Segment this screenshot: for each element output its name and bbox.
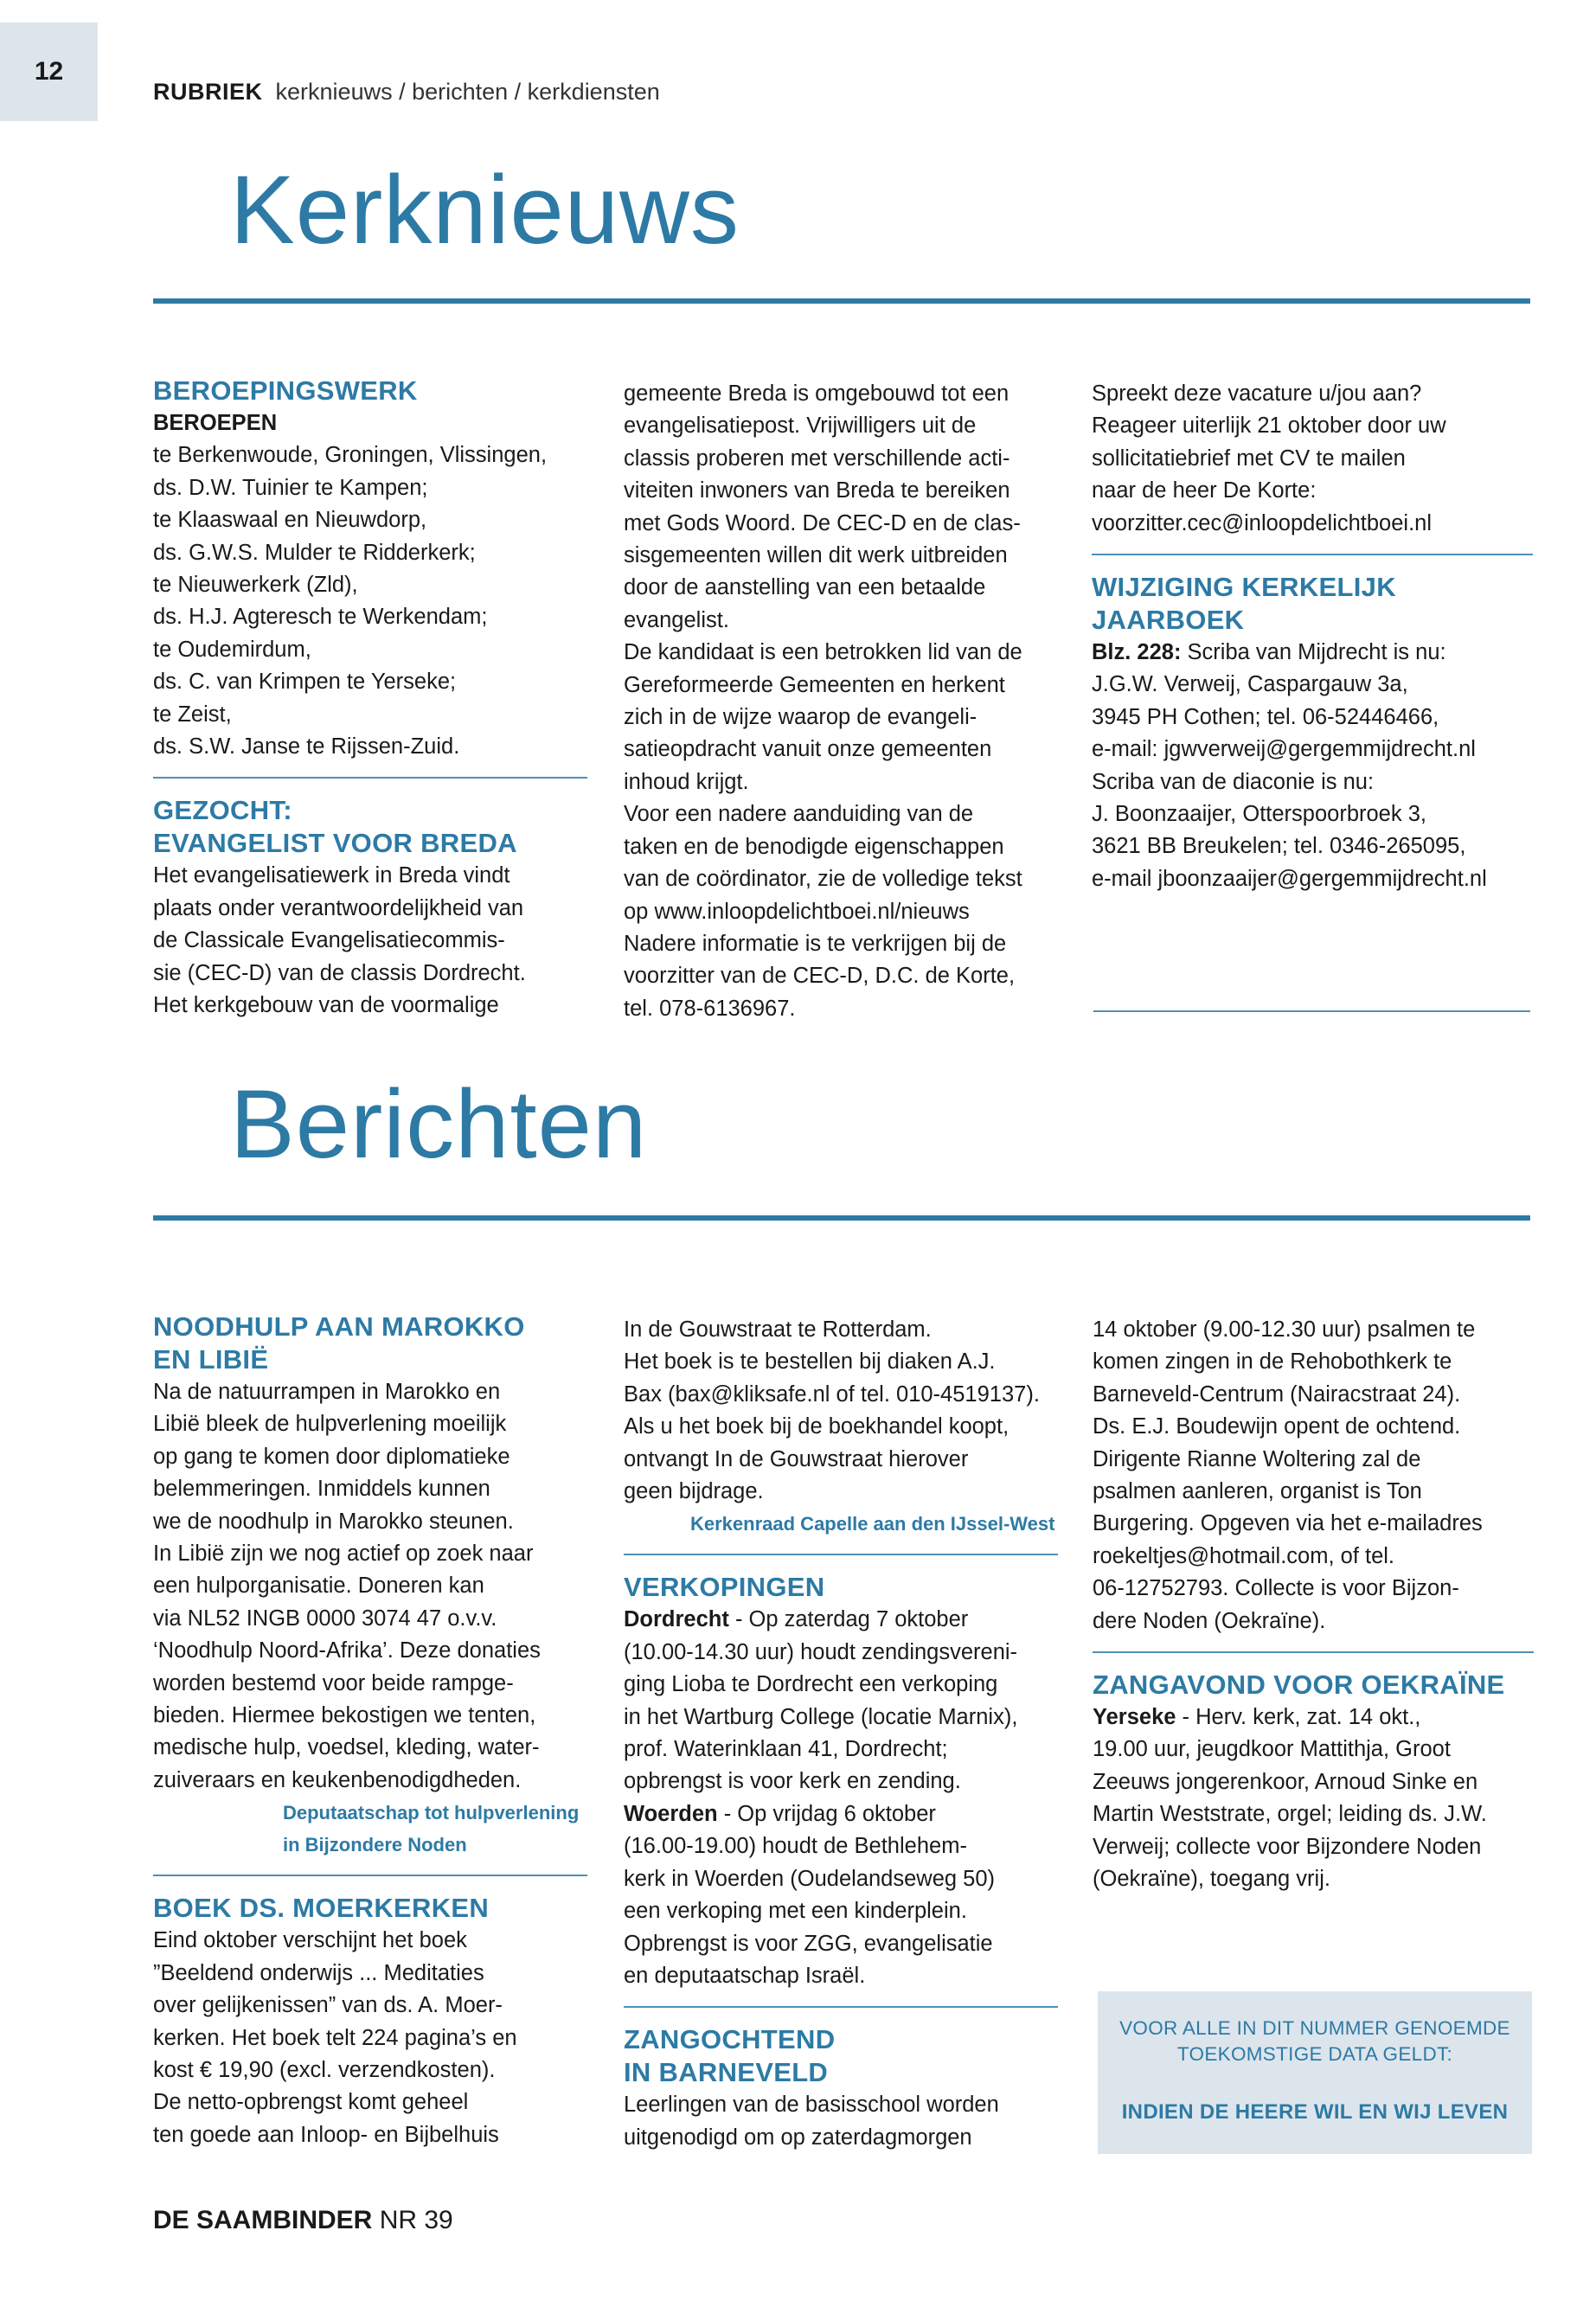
- text-line: van de coördinator, zie de volledige tekst: [624, 867, 1022, 892]
- text-line: prof. Waterinklaan 41, Dordrecht;: [624, 1737, 948, 1762]
- text-line: voorzitter van de CEC-D, D.C. de Korte,: [624, 964, 1016, 989]
- noodhulp-heading-line-1: NOODHULP AAN MAROKKO: [153, 1311, 525, 1342]
- text-line: Burgering. Opgeven via het e-mailadres: [1093, 1511, 1483, 1536]
- text-line: en deputaatschap Israël.: [624, 1963, 866, 1988]
- text-line: Het boek is te bestellen bij diaken A.J.: [624, 1349, 996, 1375]
- noodhulp-signature-line-2: in Bijzondere Noden: [283, 1834, 467, 1856]
- dordrecht-first-text: - Op zaterdag 7 oktober: [728, 1607, 969, 1632]
- text-line: In de Gouwstraat te Rotterdam.: [624, 1317, 932, 1342]
- section-divider: [624, 2006, 1058, 2008]
- text-line: In Libië zijn we nog actief op zoek naar: [153, 1541, 534, 1567]
- text-line: te Klaaswaal en Nieuwdorp,: [153, 508, 427, 533]
- text-line: een hulporganisatie. Doneren kan: [153, 1574, 484, 1599]
- text-line: Als u het boek bij de boekhandel koopt,: [624, 1414, 1010, 1439]
- jaarboek-page-ref: Blz. 228:: [1092, 640, 1182, 665]
- yerseke-label: Yerseke: [1093, 1705, 1176, 1730]
- jaarboek-heading-line-2: JAARBOEK: [1092, 605, 1245, 636]
- woerden-first-line: [624, 1798, 1058, 1830]
- text-line: evangelist.: [624, 607, 729, 632]
- text-line: een verkoping met een kinderplein.: [624, 1899, 967, 1924]
- berichten-column-1: [153, 1311, 587, 2151]
- woerden-body: [624, 1830, 1058, 1992]
- text-line: inhoud krijgt.: [624, 769, 749, 794]
- text-line: kerk in Woerden (Oudelandseweg 50): [624, 1866, 996, 1891]
- note-line-1: VOOR ALLE IN DIT NUMMER GENOEMDE: [1119, 2017, 1510, 2039]
- rubriek-path: kerknieuws / berichten / kerkdiensten: [275, 79, 660, 105]
- page-number: 12: [34, 57, 64, 86]
- text-line: sisgemeenten willen dit werk uitbreiden: [624, 543, 1008, 568]
- text-line: Reageer uiterlijk 21 oktober door uw: [1092, 413, 1446, 439]
- text-line: 3945 PH Cothen; tel. 06-52446466,: [1092, 704, 1439, 729]
- text-line: ds. D.W. Tuinier te Kampen;: [153, 475, 428, 500]
- text-line: ”Beeldend onderwijs ... Meditaties: [153, 1960, 484, 1985]
- text-line: roekeltjes@hotmail.com, of tel.: [1093, 1543, 1395, 1568]
- text-line: komen zingen in de Rehobothkerk te: [1093, 1349, 1452, 1375]
- section-divider: [624, 1554, 1058, 1555]
- text-line: ontvangt In de Gouwstraat hierover: [624, 1446, 969, 1471]
- zangavond-heading: ZANGAVOND VOOR OEKRAÏNE: [1093, 1670, 1505, 1701]
- text-line: Het evangelisatiewerk in Breda vindt: [153, 863, 510, 888]
- text-line: Zeeuws jongerenkoor, Arnoud Sinke en: [1093, 1769, 1478, 1794]
- beroepen-list: [153, 439, 587, 763]
- text-line: Gereformeerde Gemeenten en herkent: [624, 672, 1005, 697]
- verkopingen-heading: VERKOPINGEN: [624, 1572, 825, 1603]
- text-line: kost € 19,90 (excl. verzendkosten).: [153, 2057, 496, 2082]
- section-divider: [1093, 1651, 1534, 1653]
- section-divider: [1092, 554, 1533, 555]
- text-line: dere Noden (Oekraïne).: [1093, 1608, 1326, 1633]
- text-line: te Nieuwerkerk (Zld),: [153, 573, 358, 598]
- text-line: Opbrengst is voor ZGG, evangelisatie: [624, 1931, 993, 1956]
- text-line: Scriba van de diaconie is nu:: [1092, 769, 1375, 794]
- zangochtend-continued-body: [1093, 1314, 1534, 1638]
- berichten-column-2: [624, 1314, 1058, 2154]
- text-line: Leerlingen van de basisschool worden: [624, 2093, 999, 2118]
- text-line: Libië bleek de hulpverlening moeilijk: [153, 1412, 507, 1437]
- text-line: Eind oktober verschijnt het boek: [153, 1928, 467, 1953]
- text-line: we de noodhulp in Marokko steunen.: [153, 1509, 514, 1534]
- text-line: Dirigente Rianne Woltering zal de: [1093, 1446, 1421, 1471]
- text-line: Verweij; collecte voor Bijzondere Noden: [1093, 1834, 1482, 1859]
- noodhulp-body: [153, 1376, 587, 1797]
- beroepingswerk-heading: BEROEPINGSWERK: [153, 375, 418, 406]
- text-line: De kandidaat is een betrokken lid van de: [624, 640, 1022, 665]
- text-line: satieopdracht vanuit onze gemeenten: [624, 737, 992, 762]
- text-line: naar de heer De Korte:: [1092, 478, 1317, 503]
- text-line: zich in de wijze waarop de evangeli-: [624, 705, 977, 730]
- footer: [153, 2206, 453, 2235]
- text-line: geen bijdrage.: [624, 1479, 764, 1504]
- jaarboek-first-line: [1092, 637, 1533, 669]
- kerknieuws-column-1: [153, 375, 587, 1022]
- footer-issue: NR 39: [372, 2206, 453, 2234]
- text-line: op gang te komen door diplomatieke: [153, 1444, 510, 1469]
- note-bold-line: INDIEN DE HEERE WIL EN WIJ LEVEN: [1121, 2100, 1509, 2124]
- gezocht-body: [153, 860, 587, 1022]
- berichten-title: Berichten: [230, 1070, 648, 1178]
- text-line: met Gods Woord. De CEC-D en de clas-: [624, 510, 1021, 535]
- text-line: J. Boonzaaijer, Otterspoorbroek 3,: [1092, 802, 1426, 827]
- zangochtend-body: [624, 2089, 1058, 2154]
- text-line: worden bestemd voor beide rampge-: [153, 1670, 514, 1695]
- noodhulp-signature-line-1: Deputaatschap tot hulpverlening: [283, 1802, 580, 1824]
- text-line: te Oudemirdum,: [153, 637, 311, 662]
- yerseke-first-text: - Herv. kerk, zat. 14 okt.,: [1176, 1705, 1421, 1730]
- text-line: bieden. Hiermee bekostigen we tenten,: [153, 1703, 536, 1728]
- text-line: (10.00-14.30 uur) houdt zendingsvereni-: [624, 1639, 1018, 1664]
- text-line: medische hulp, voedsel, kleding, water-: [153, 1735, 540, 1760]
- text-line: door de aanstelling van een betaalde: [624, 575, 986, 600]
- future-dates-note-box: [1098, 1991, 1532, 2154]
- text-line: ds. C. van Krimpen te Yerseke;: [153, 670, 457, 695]
- text-line: voorzitter.cec@inloopdelichtboei.nl: [1092, 510, 1433, 535]
- text-line: sie (CEC-D) van de classis Dordrecht.: [153, 960, 526, 985]
- text-line: gemeente Breda is omgebouwd tot een: [624, 381, 1010, 406]
- text-line: classis proberen met verschillende acti-: [624, 445, 1010, 471]
- text-line: e-mail: jgwverweij@gergemmijdrecht.nl: [1092, 737, 1476, 762]
- text-line: psalmen aanleren, organist is Ton: [1093, 1479, 1422, 1504]
- text-line: ten goede aan Inloop- en Bijbelhuis: [153, 2122, 499, 2147]
- text-line: Na de natuurrampen in Marokko en: [153, 1380, 501, 1404]
- rubriek-label: RUBRIEK: [153, 79, 263, 105]
- text-line: ds. H.J. Agteresch te Werkendam;: [153, 605, 488, 630]
- rubriek-header: [153, 79, 660, 106]
- column-end-divider: [1093, 1010, 1530, 1012]
- text-line: J.G.W. Verweij, Caspargauw 3a,: [1092, 672, 1408, 697]
- boek-signature: Kerkenraad Capelle aan den IJssel-West: [690, 1513, 1055, 1535]
- text-line: taken en de benodigde eigenschappen: [624, 834, 1004, 859]
- page-number-badge: [0, 22, 98, 121]
- text-line: viteiten inwoners van Breda te bereiken: [624, 478, 1010, 503]
- gezocht-heading-line-2: EVANGELIST VOOR BREDA: [153, 828, 517, 859]
- woerden-first-text: - Op vrijdag 6 oktober: [717, 1801, 936, 1826]
- vacature-body: [1092, 378, 1533, 540]
- text-line: 19.00 uur, jeugdkoor Mattithja, Groot: [1093, 1737, 1451, 1762]
- zangochtend-heading-line-2: IN BARNEVELD: [624, 2057, 829, 2088]
- text-line: Nadere informatie is te verkrijgen bij de: [624, 931, 1007, 956]
- beroepen-subheading: BEROEPEN: [153, 411, 278, 435]
- text-line: Voor een nadere aanduiding van de: [624, 802, 974, 827]
- text-line: uitgenodigd om op zaterdagmorgen: [624, 2125, 972, 2150]
- text-line: Martin Weststrate, orgel; leiding ds. J.W.: [1093, 1802, 1487, 1827]
- jaarboek-first-text: Scriba van Mijdrecht is nu:: [1181, 640, 1446, 665]
- jaarboek-heading-line-1: WIJZIGING KERKELIJK: [1092, 572, 1396, 603]
- boek-heading: BOEK DS. MOERKERKEN: [153, 1893, 490, 1924]
- text-line: te Berkenwoude, Groningen, Vlissingen,: [153, 443, 548, 468]
- text-line: Bax (bax@kliksafe.nl of tel. 010-4519137).: [624, 1381, 1040, 1407]
- berichten-title-rule: [153, 1215, 1530, 1221]
- text-line: ds. G.W.S. Mulder te Ridderkerk;: [153, 540, 476, 565]
- text-line: Barneveld-Centrum (Nairacstraat 24).: [1093, 1381, 1461, 1407]
- text-line: Ds. E.J. Boudewijn opent de ochtend.: [1093, 1414, 1461, 1439]
- zangochtend-heading-line-1: ZANGOCHTEND: [624, 2024, 836, 2055]
- text-line: op www.inloopdelichtboei.nl/nieuws: [624, 899, 970, 924]
- kerknieuws-column-2: [624, 378, 1058, 1025]
- text-line: tel. 078-6136967.: [624, 996, 796, 1021]
- text-line: evangelisatiepost. Vrijwilligers uit de: [624, 413, 977, 439]
- section-divider: [153, 1875, 587, 1876]
- text-line: kerken. Het boek telt 224 pagina’s en: [153, 2025, 517, 2050]
- text-line: opbrengst is voor kerk en zending.: [624, 1769, 961, 1794]
- text-line: e-mail jboonzaaijer@gergemmijdrecht.nl: [1092, 866, 1487, 891]
- evangelist-body: [624, 378, 1058, 1025]
- berichten-column-3: [1093, 1314, 1534, 1896]
- jaarboek-body: [1092, 669, 1533, 895]
- note-line-2: TOEKOMSTIGE DATA GELDT:: [1176, 2043, 1453, 2065]
- text-line: in het Wartburg College (locatie Marnix),: [624, 1704, 1018, 1729]
- text-line: 06-12752793. Collecte is voor Bijzon-: [1093, 1576, 1459, 1601]
- text-line: de Classicale Evangelisatiecommis-: [153, 928, 505, 953]
- kerknieuws-title: Kerknieuws: [230, 156, 740, 264]
- section-divider: [153, 777, 587, 779]
- text-line: plaats onder verantwoordelijkheid van: [153, 895, 524, 920]
- kerknieuws-column-3: [1092, 378, 1533, 895]
- footer-magazine-name: DE SAAMBINDER: [153, 2206, 373, 2234]
- text-line: zuiveraars en keukenbenodigdheden.: [153, 1767, 522, 1792]
- text-line: sollicitatiebrief met CV te mailen: [1092, 445, 1406, 471]
- text-line: (Oekraïne), toegang vrij.: [1093, 1867, 1330, 1892]
- woerden-label: Woerden: [624, 1801, 718, 1826]
- dordrecht-body: [624, 1637, 1058, 1798]
- boek-continued-body: [624, 1314, 1058, 1508]
- text-line: Het kerkgebouw van de voormalige: [153, 993, 499, 1018]
- text-line: 14 oktober (9.00-12.30 uur) psalmen te: [1093, 1317, 1476, 1342]
- text-line: belemmeringen. Inmiddels kunnen: [153, 1477, 490, 1502]
- dordrecht-label: Dordrecht: [624, 1607, 729, 1632]
- text-line: ds. S.W. Janse te Rijssen-Zuid.: [153, 734, 460, 760]
- text-line: te Zeist,: [153, 702, 232, 727]
- boek-body: [153, 1925, 587, 2151]
- text-line: (16.00-19.00) houdt de Bethlehem-: [624, 1834, 967, 1859]
- dordrecht-first-line: [624, 1604, 1058, 1636]
- yerseke-first-line: [1093, 1702, 1534, 1734]
- gezocht-heading-line-1: GEZOCHT:: [153, 795, 292, 826]
- text-line: De netto-opbrengst komt geheel: [153, 2090, 469, 2115]
- text-line: over gelijkenissen” van ds. A. Moer-: [153, 1993, 503, 2018]
- text-line: Spreekt deze vacature u/jou aan?: [1092, 381, 1422, 406]
- yerseke-body: [1093, 1734, 1534, 1895]
- text-line: ‘Noodhulp Noord-Afrika’. Deze donaties: [153, 1638, 541, 1663]
- text-line: ging Lioba te Dordrecht een verkoping: [624, 1672, 998, 1697]
- noodhulp-heading-line-2: EN LIBIË: [153, 1344, 269, 1375]
- text-line: 3621 BB Breukelen; tel. 0346-265095,: [1092, 834, 1466, 859]
- kerknieuws-title-rule: [153, 298, 1530, 304]
- text-line: via NL52 INGB 0000 3074 47 o.v.v.: [153, 1606, 497, 1631]
